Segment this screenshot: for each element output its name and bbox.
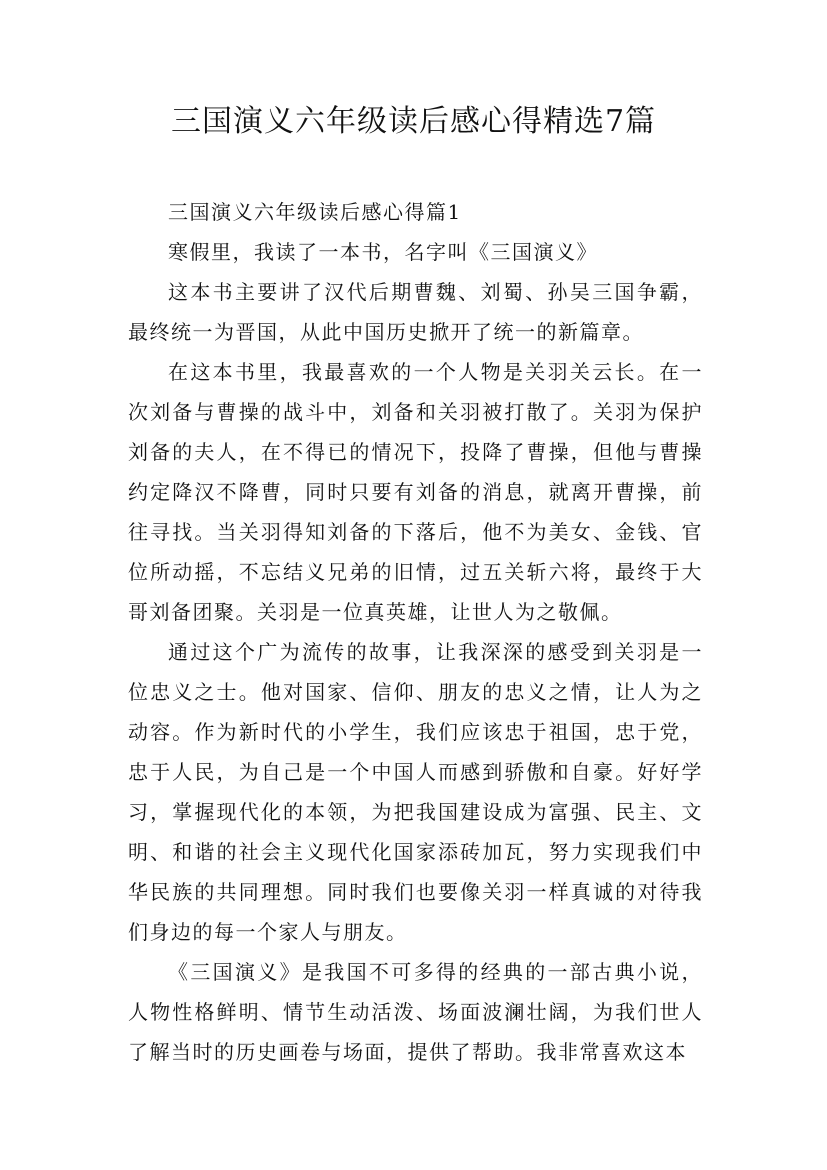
paragraph: 《三国演义》是我国不可多得的经典的一部古典小说，人物性格鲜明、情节生动活泼、场面波澜壮阔，为我们世人了解当时的历史画卷与场面，提供了帮助。我非常喜欢这本 [128, 960, 703, 1064]
section-heading: 三国演义六年级读后感心得篇1 [168, 200, 462, 224]
paragraph: 通过这个广为流传的故事，让我深深的感受到关羽是一位忠义之士。他对国家、信仰、朋友的忠义之情，让人为之动容。作为新时代的小学生，我们应该忠于祖国，忠于党，忠于人民，为自己是一个中国人而感到骄傲和自豪。好好学习，掌握现代化的本领，为把我国建设成为富强、民主、文明、和谐的社会主义现代化国家添砖加瓦，努力实现我们中华民族的共同理想。同时我们也要像关羽一样真诚的对待我们身边的每一个家人与朋友。 [128, 640, 703, 944]
paragraph: 在这本书里，我最喜欢的一个人物是关羽关云长。在一次刘备与曹操的战斗中，刘备和关羽被打散了。关羽为保护刘备的夫人，在不得已的情况下，投降了曹操，但他与曹操约定降汉不降曹，同时只要有刘备的消息，就离开曹操，前往寻找。当关羽得知刘备的下落后，他不为美女、金钱、官位所动摇，不忘结义兄弟的旧情，过五关斩六将，最终于大哥刘备团聚。关羽是一位真英雄，让世人为之敬佩。 [128, 360, 703, 624]
document-body [128, 192, 703, 1072]
document-title: 三国演义六年级读后感心得精选7篇 [170, 104, 657, 139]
paragraph: 这本书主要讲了汉代后期曹魏、刘蜀、孙吴三国争霸，最终统一为晋国，从此中国历史掀开了统一的新篇章。 [128, 280, 703, 344]
paragraph: 寒假里，我读了一本书，名字叫《三国演义》 [168, 240, 598, 264]
